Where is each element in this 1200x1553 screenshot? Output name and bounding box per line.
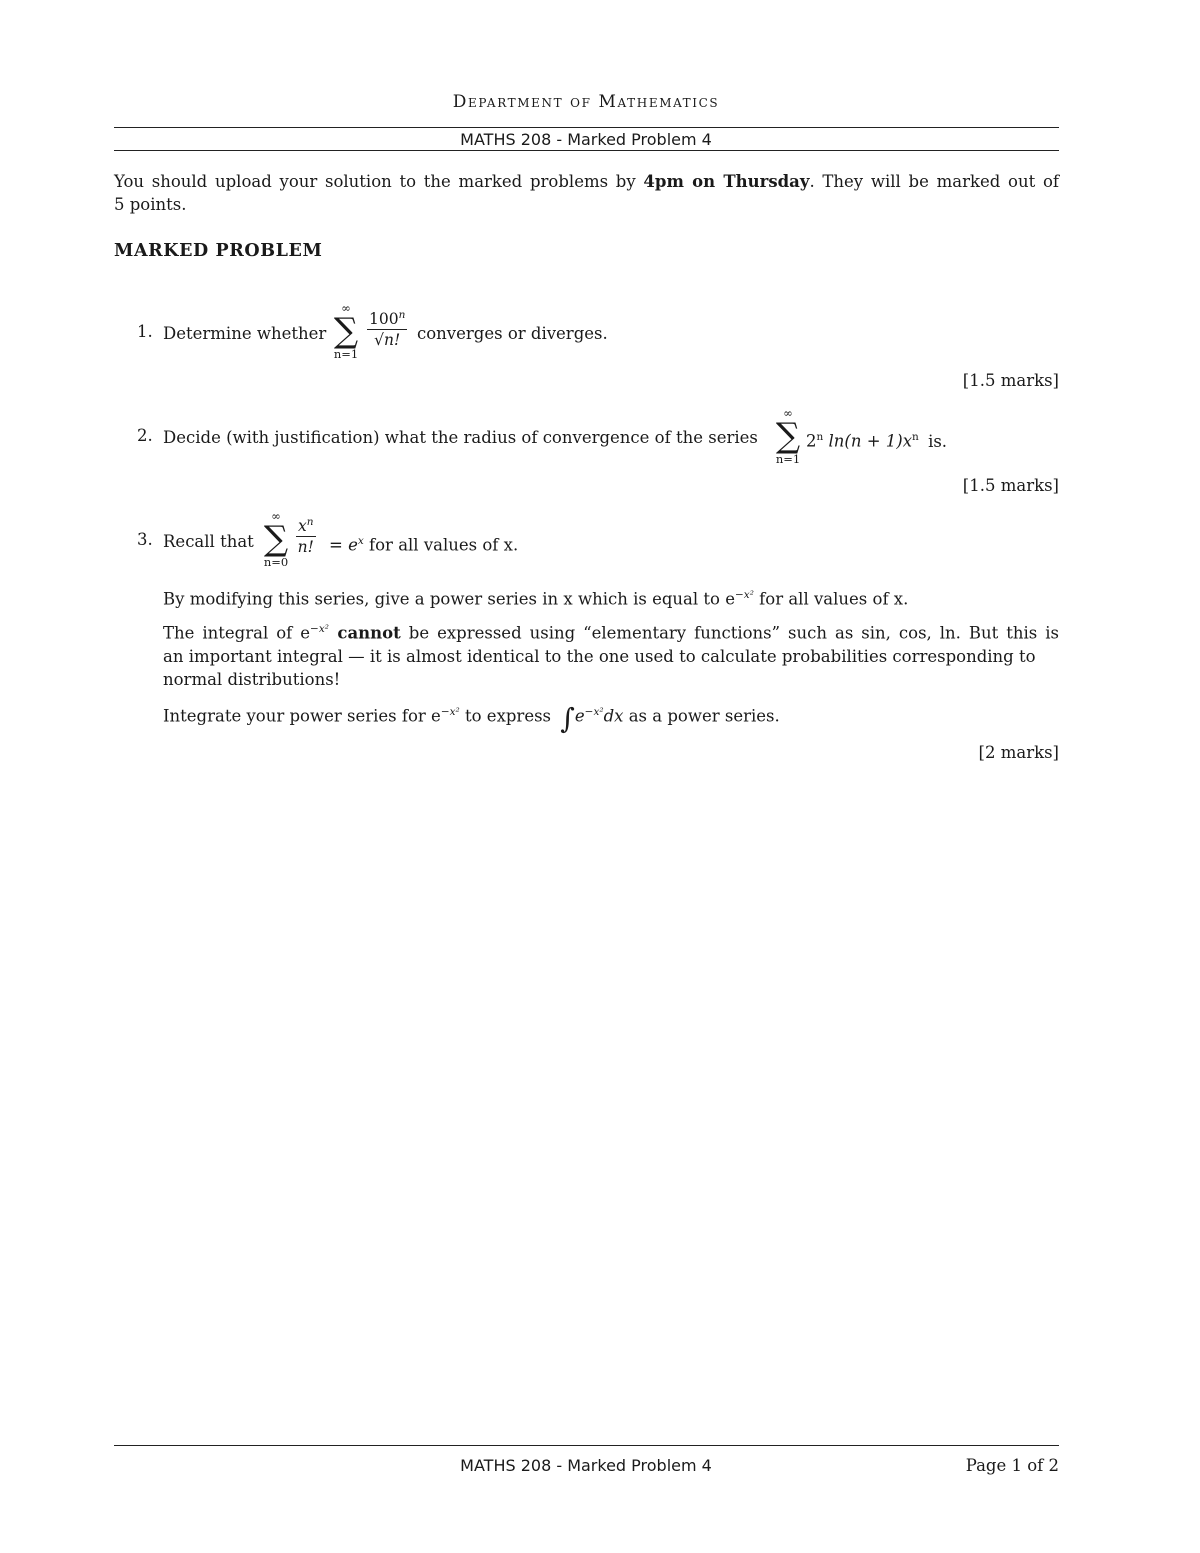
para-4-after: as a power series. bbox=[623, 706, 780, 726]
problem-1-fraction bbox=[367, 309, 407, 349]
problem-3-before: Recall that bbox=[163, 532, 254, 551]
fraction-numerator bbox=[367, 309, 407, 330]
sum-upper-limit: ∞ bbox=[341, 301, 351, 315]
course-title: MATHS 208 - Marked Problem 4 bbox=[460, 130, 712, 149]
para-4-before: Integrate your power series for e bbox=[163, 706, 441, 726]
problem-1-marks: [1.5 marks] bbox=[962, 371, 1059, 390]
problem-1-after: converges or diverges. bbox=[417, 324, 608, 343]
para-2-after: for all values of x. bbox=[753, 589, 909, 609]
numerator-base: 100 bbox=[369, 310, 399, 329]
problem-1-number: 1. bbox=[137, 322, 153, 341]
problem-1-sum bbox=[330, 302, 362, 360]
para-3-after: be expressed using “elementary functions” such as sin, cos, ln. But this is bbox=[400, 623, 1059, 643]
problem-1-before: Determine whether bbox=[163, 324, 327, 343]
intro-line-2: 5 points. bbox=[114, 195, 187, 214]
fraction-numerator bbox=[296, 516, 316, 537]
department-heading: Department of Mathematics bbox=[452, 92, 720, 112]
header-top-rule bbox=[114, 127, 1059, 128]
problem-2-after: is. bbox=[928, 431, 948, 451]
problem-3-para-3 bbox=[163, 618, 1059, 691]
problem-3-marks: [2 marks] bbox=[978, 743, 1059, 762]
sigma-icon: ∑ bbox=[775, 416, 801, 456]
term-base: 2 bbox=[806, 431, 817, 451]
term-exp: n bbox=[816, 431, 824, 443]
integrand-dx: dx bbox=[603, 706, 624, 726]
problem-3-after: for all values of x. bbox=[369, 535, 519, 555]
para-3-line-1 bbox=[163, 618, 1059, 645]
sigma-icon: ∑ bbox=[263, 519, 289, 559]
term-rest-exp: n bbox=[912, 431, 919, 443]
section-title: MARKED PROBLEM bbox=[114, 241, 323, 261]
problem-2-marks: [1.5 marks] bbox=[962, 476, 1059, 495]
numerator-exp: n bbox=[306, 516, 314, 528]
para-3-line-2: an important integral — it is almost identical to the one used to calculate probabilities corresponding to bbox=[163, 646, 1036, 666]
problem-2-sum bbox=[772, 407, 804, 465]
fraction-denominator: n! bbox=[297, 538, 314, 557]
para-3-bold: cannot bbox=[328, 623, 401, 643]
sum-lower-limit: n=0 bbox=[263, 555, 289, 569]
sum-upper-limit: ∞ bbox=[271, 509, 281, 523]
integrand-exp: −x² bbox=[584, 706, 604, 718]
sigma-icon: ∑ bbox=[333, 311, 359, 351]
para-4-middle: to express bbox=[459, 706, 552, 726]
para-3-exp: −x² bbox=[310, 623, 329, 635]
footer-center: MATHS 208 - Marked Problem 4 bbox=[460, 1456, 712, 1475]
footer-page-number: Page 1 of 2 bbox=[965, 1456, 1059, 1475]
problem-1-text bbox=[163, 322, 326, 345]
header-bottom-rule bbox=[114, 150, 1059, 151]
problem-3-sum bbox=[260, 510, 292, 568]
intro-line-1 bbox=[114, 170, 1059, 193]
intro-paragraph bbox=[114, 170, 1059, 216]
sum-lower-limit: n=1 bbox=[333, 347, 359, 361]
para-3-before: The integral of e bbox=[163, 623, 311, 643]
integrand-e: e bbox=[574, 706, 585, 726]
deadline: 4pm on Thursday bbox=[643, 172, 810, 191]
fraction-denominator: √n! bbox=[374, 331, 401, 350]
equals-exp: x bbox=[357, 535, 364, 547]
sum-upper-limit: ∞ bbox=[783, 406, 793, 420]
intro-text-2: . They will be marked out of bbox=[809, 172, 1059, 191]
equals-e: = e bbox=[329, 535, 358, 555]
numerator-exp: n bbox=[398, 309, 406, 321]
numerator-base: x bbox=[298, 517, 307, 536]
para-4-exp: −x² bbox=[440, 706, 460, 718]
para-2-before: By modifying this series, give a power series in x which is equal to e bbox=[163, 589, 735, 609]
term-rest: ln(n + 1)x bbox=[828, 431, 913, 451]
sum-lower-limit: n=1 bbox=[775, 452, 801, 466]
problem-2-number: 2. bbox=[137, 426, 153, 445]
para-2-exp: −x² bbox=[734, 589, 754, 601]
problem-3-para-2 bbox=[163, 584, 908, 611]
problem-2-text: Decide (with justification) what the radius of convergence of the series bbox=[163, 428, 758, 447]
para-3-line-3: normal distributions! bbox=[163, 669, 341, 689]
integral-icon: ∫ bbox=[560, 701, 575, 735]
footer-rule bbox=[114, 1445, 1059, 1446]
problem-3-equals bbox=[329, 530, 518, 557]
problem-3-number: 3. bbox=[137, 530, 153, 549]
problem-3-para-4 bbox=[163, 701, 780, 735]
intro-text-1: You should upload your solution to the marked problems by bbox=[114, 172, 644, 191]
problem-3-fraction bbox=[296, 516, 316, 556]
problem-2-term bbox=[806, 426, 947, 453]
